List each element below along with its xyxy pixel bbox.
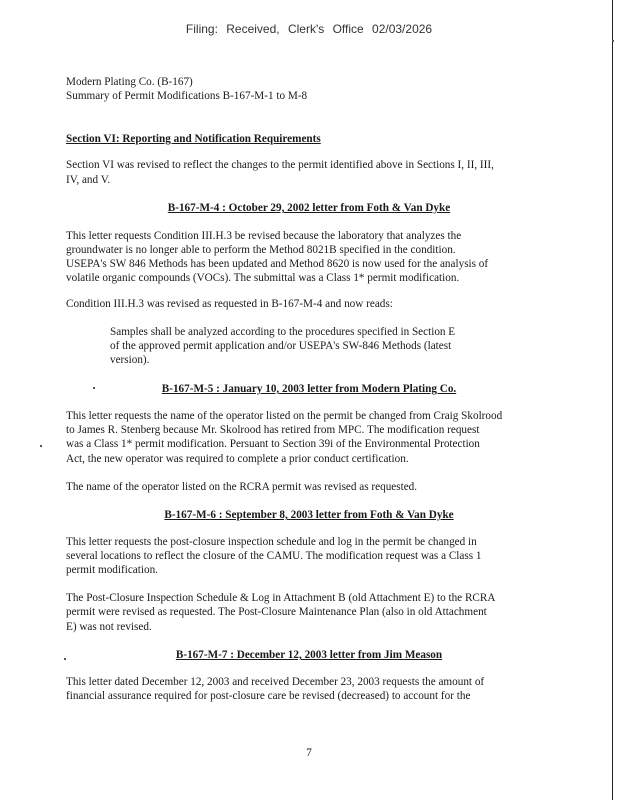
scan-edge-line [612, 0, 613, 800]
m5-para1-line: was a Class 1* permit modification. Persuant to Section 39i of the Environmental Protection [66, 438, 480, 450]
m4-para1-line: This letter requests Condition III.H.3 be revised because the laboratory that analyzes the [66, 230, 462, 242]
m5-para2: The name of the operator listed on the RCRA permit was revised as requested. [66, 481, 418, 493]
m4-para1-line: volatile organic compounds (VOCs). The submittal was a Class 1* permit modification. [66, 272, 460, 284]
m4-para1-line: USEPA's SW 846 Methods has been updated and Method 8620 is now used for the analysis of [66, 258, 489, 270]
scan-speck [40, 445, 42, 447]
section-title: Section VI: Reporting and Notification Requirements [66, 133, 321, 145]
section-intro-line: Section VI was revised to reflect the changes to the permit identified above in Sections I, II, III, [66, 159, 494, 171]
m7-para1-line: financial assurance required for post-closure care be revised (decreased) to account for the [66, 690, 471, 702]
m6-para1-line: permit modification. [66, 564, 158, 576]
m5-para1-line: to James R. Stenberg because Mr. Skolrood has retired from MPC. The modification request [66, 424, 480, 436]
header-line-2: Summary of Permit Modifications B-167-M-1 to M-8 [66, 90, 308, 102]
page-number: 7 [306, 747, 312, 759]
m6-para2-line: E) was not revised. [66, 621, 152, 633]
m5-para1-line: Act, the new operator was required to complete a prior conduct certification. [66, 453, 409, 465]
m7-para1-line: This letter dated December 12, 2003 and received December 23, 2003 requests the amount of [66, 676, 485, 688]
m4-para1-line: groundwater is no longer able to perform the Method 8021B specified in the condition. [66, 244, 456, 256]
m4-heading: B-167-M-4 : October 29, 2002 letter from Foth & Van Dyke [167, 202, 451, 214]
m6-heading: B-167-M-6 : September 8, 2003 letter from Foth & Van Dyke [164, 509, 454, 521]
m4-para2: Condition III.H.3 was revised as requested in B-167-M-4 and now reads: [66, 298, 393, 310]
filing-stamp: Filing: Received, Clerk's Office 02/03/2026 [185, 22, 433, 36]
m7-heading: B-167-M-7 : December 12, 2003 letter from Jim Meason [175, 649, 443, 661]
m5-heading: B-167-M-5 : January 10, 2003 letter from Modern Plating Co. [161, 383, 457, 395]
header-line-1: Modern Plating Co. (B-167) [66, 76, 193, 88]
scan-speck [612, 40, 614, 42]
m6-para1-line: This letter requests the post-closure inspection schedule and log in the permit be changed in [66, 536, 477, 548]
m4-quote-line: Samples shall be analyzed according to the procedures specified in Section E [110, 326, 456, 338]
m5-para1-line: This letter requests the name of the operator listed on the permit be changed from Craig Skolrood [66, 410, 503, 422]
section-intro-line: IV, and V. [66, 174, 111, 186]
m4-quote-line: version). [110, 354, 150, 366]
m6-para2-line: permit were revised as requested. The Post-Closure Maintenance Plan (also in old Attachment [66, 606, 487, 618]
m6-para1-line: several locations to reflect the closure of the CAMU. The modification request was a Class 1 [66, 550, 482, 562]
m4-quote-line: of the approved permit application and/or USEPA's SW-846 Methods (latest [110, 340, 452, 352]
m6-para2-line: The Post-Closure Inspection Schedule & Log in Attachment B (old Attachment E) to the RCRA [66, 592, 496, 604]
